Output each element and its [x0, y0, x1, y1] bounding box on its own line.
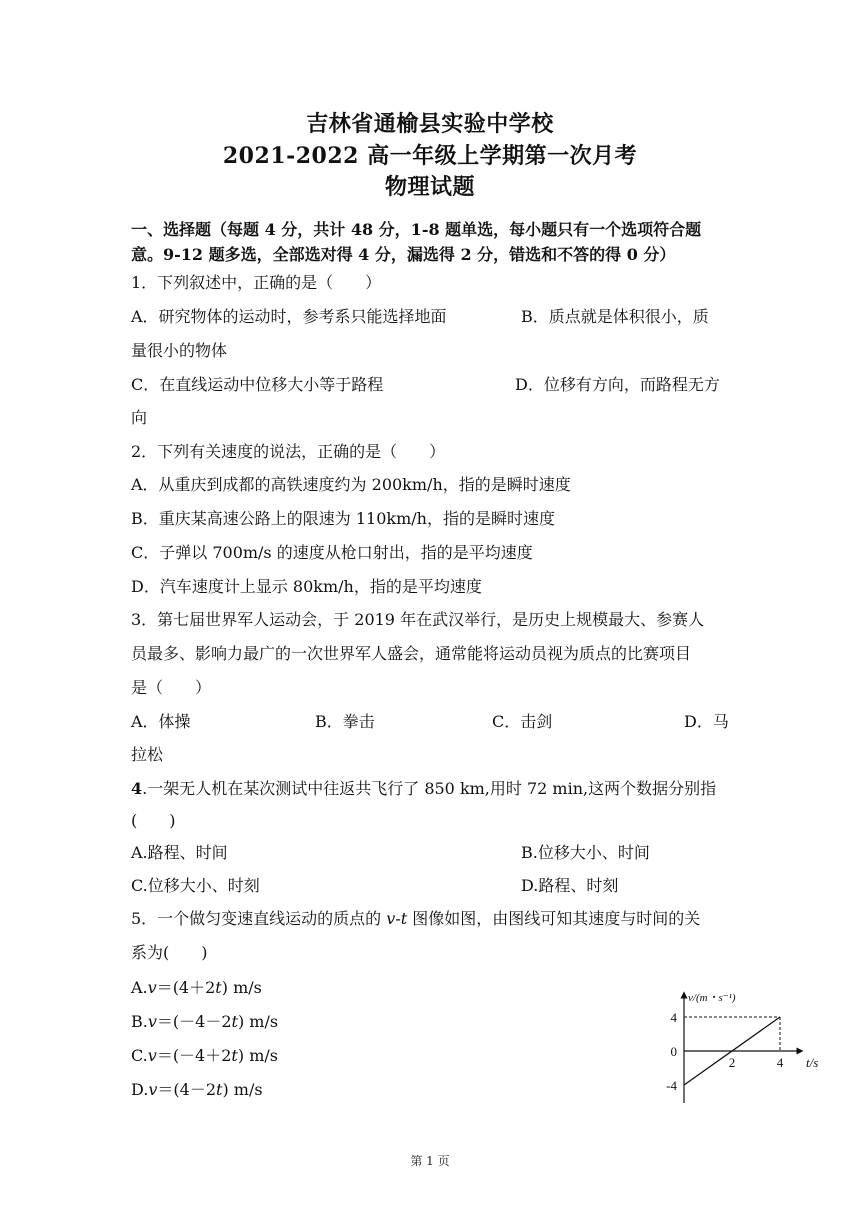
q5-c-t: t — [231, 1046, 238, 1065]
q5-c-var: v — [147, 1046, 157, 1065]
section-instructions-line1: 一、选择题（每题 4 分，共计 48 分，1-8 题单选，每小题只有一个选项符合题 — [131, 220, 702, 239]
q5-stem-line1 — [131, 906, 700, 929]
q5-option-d — [131, 1077, 263, 1100]
school-title: 吉林省通榆县实验中学校 — [306, 111, 554, 137]
q5-stem-var: v-t — [386, 909, 408, 928]
q3-option-c: C．击剑 — [492, 712, 553, 731]
vt-graph — [660, 985, 830, 1110]
q5-a-mid: ＝(4＋2 — [156, 978, 216, 997]
x-tick-label-0: 2 — [728, 1055, 736, 1070]
q2-option-a: A．从重庆到成都的高铁速度约为 200km/h，指的是瞬时速度 — [131, 475, 571, 494]
q4-option-a: A.路程、时间 — [131, 843, 228, 862]
section-instructions-line2: 意。9-12 题多选，全部选对得 4 分，漏选得 2 分，错选和不答的得 0 分） — [131, 245, 676, 264]
q4-stem-text: .一架无人机在某次测试中往返共飞行了 850 km,用时 72 min,这两个数据分别指 — [142, 779, 717, 798]
q1-option-a: A．研究物体的运动时，参考系只能选择地面 — [131, 307, 447, 326]
q1-option-c: C．在直线运动中位移大小等于路程 — [131, 375, 384, 394]
q5-a-t: t — [215, 978, 222, 997]
q4-option-d: D.路程、时刻 — [521, 876, 619, 895]
q1-option-b-continued: 量很小的物体 — [131, 341, 228, 360]
q4-stem-line1 — [131, 776, 716, 799]
q5-option-c — [131, 1043, 278, 1066]
q5-a-label: A. — [131, 978, 148, 997]
q3-option-b: B．拳击 — [315, 712, 375, 731]
q1-stem: 1．下列叙述中，正确的是（ ） — [131, 273, 382, 292]
y-tick-label-0: 4 — [670, 1010, 677, 1025]
page-number: 第 1 页 — [410, 1154, 450, 1168]
q3-option-d: D．马 — [684, 712, 729, 731]
q5-option-b — [131, 1009, 278, 1032]
exam-title: 2021-2022 高一年级上学期第一次月考 — [222, 143, 638, 169]
q3-stem-line1: 3．第七届世界军人运动会，于 2019 年在武汉举行，是历史上规模最大、参赛人 — [131, 610, 705, 629]
q5-b-t: t — [231, 1012, 238, 1031]
q1-option-d-continued: 向 — [131, 408, 148, 427]
q5-d-var: v — [148, 1080, 158, 1099]
q5-stem-line2: 系为( ) — [131, 943, 208, 962]
q5-a-var: v — [147, 978, 157, 997]
q2-option-d: D．汽车速度计上显示 80km/h，指的是平均速度 — [131, 577, 482, 596]
x-axis-label: t/s — [806, 1055, 819, 1070]
q5-c-label: C. — [131, 1046, 148, 1065]
q5-option-a — [131, 975, 262, 998]
q5-d-t: t — [216, 1080, 223, 1099]
q5-c-mid: ＝(－4＋2 — [156, 1046, 232, 1065]
q2-stem: 2．下列有关速度的说法，正确的是（ ） — [131, 442, 446, 461]
q3-stem-line2: 员最多、影响力最广的一次世界军人盛会，通常能将运动员视为质点的比赛项目 — [131, 644, 692, 663]
q1-option-b: B．质点就是体积很小，质 — [521, 307, 709, 326]
q5-d-unit: ) m/s — [222, 1080, 263, 1099]
q3-option-d-continued: 拉松 — [131, 745, 164, 764]
q4-option-b: B.位移大小、时间 — [521, 843, 650, 862]
q2-option-c: C．子弹以 700m/s 的速度从枪口射出，指的是平均速度 — [131, 543, 533, 562]
q5-d-mid: ＝(4－2 — [157, 1080, 216, 1099]
y-axis-label: v/(m・s⁻¹) — [688, 992, 736, 1004]
q4-stem-line2: ( ) — [131, 811, 176, 830]
q5-a-unit: ) m/s — [221, 978, 262, 997]
q4-option-c: C.位移大小、时刻 — [131, 876, 260, 895]
q3-option-a: A．体操 — [131, 712, 191, 731]
subject-title: 物理试题 — [384, 174, 475, 200]
q2-option-b: B．重庆某高速公路上的限速为 110km/h，指的是瞬时速度 — [131, 509, 555, 528]
q5-b-unit: ) m/s — [237, 1012, 279, 1031]
q5-d-label: D. — [131, 1080, 149, 1099]
q4-number: 4 — [131, 779, 143, 798]
x-tick-label-1: 4 — [776, 1055, 784, 1070]
q5-c-unit: ) m/s — [237, 1046, 278, 1065]
q5-stem-pre: 5．一个做匀变速直线运动的质点的 — [131, 909, 387, 928]
q5-b-mid: ＝(－4－2 — [156, 1012, 232, 1031]
q5-stem-post: 图像如图，由图线可知其速度与时间的关 — [407, 909, 701, 928]
q5-b-label: B. — [131, 1012, 148, 1031]
q5-b-var: v — [147, 1012, 157, 1031]
y-tick-label-1: 0 — [670, 1044, 677, 1059]
q1-option-d: D．位移有方向，而路程无方 — [515, 375, 720, 394]
y-tick-label-2: -4 — [666, 1078, 677, 1093]
q3-stem-line3: 是（ ） — [131, 678, 212, 697]
